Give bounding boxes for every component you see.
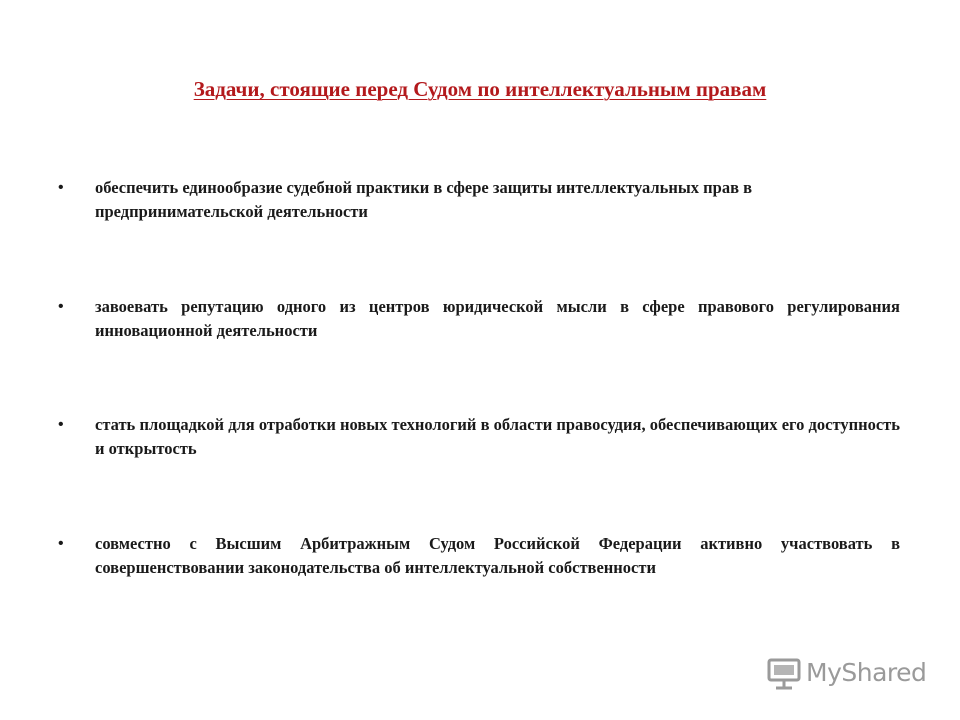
bullet-text: стать площадкой для отработки новых технологий в области правосудия, обеспечивающих его доступность и открытость [95,415,900,458]
bullet-text: обеспечить единообразие судебной практики в сфере защиты интеллектуальных прав в предпринимательской деятельности [95,178,753,221]
bullet-marker: • [58,298,64,315]
bullet-text: завоевать репутацию одного из центров юридической мысли в сфере правового регулирования инновационной деятельности [95,297,900,340]
watermark-text: MyShared [806,658,927,687]
presentation-board-icon [766,657,802,691]
bullet-marker: • [58,416,64,433]
slide-title: Задачи, стоящие перед Судом по интеллектуальным правам [193,77,767,101]
bullet-text: совместно с Высшим Арбитражным Судом Российской Федерации активно участвовать в совершенствовании законодательства об интеллектуальной собственности [95,534,900,577]
myshared-watermark [766,654,926,694]
bullet-marker: • [58,535,64,552]
bullet-marker: • [58,179,64,196]
